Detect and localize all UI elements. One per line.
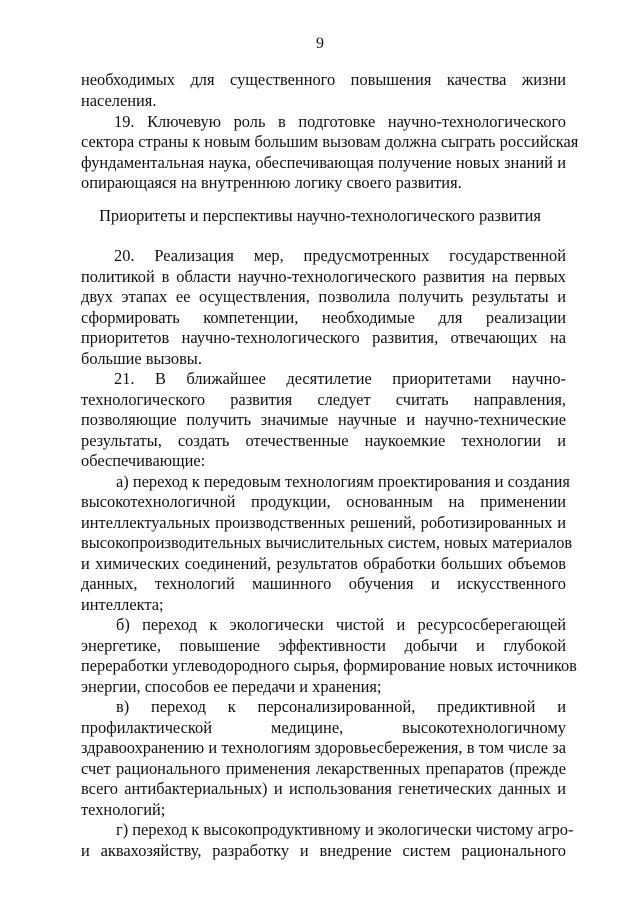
text-line: энергии, способов ее передачи и хранения; [81,677,382,696]
text-line: большие вызовы. [81,349,202,368]
section-heading: Приоритеты и перспективы научно-технологического развития [99,206,541,225]
text-line: энергетике, повышение эффективности добычи и глубокой [81,636,566,655]
text-line: сектора страны к новым большим вызовам должна сыграть российская [81,132,579,151]
text-line: сформировать компетенции, необходимые для реализации [81,308,566,327]
text-line: переработки углеводородного сырья, формирование новых источников [81,656,577,675]
text-line: здравоохранению и технологиям здоровьесбережения, в том числе за [81,738,566,757]
text-line: приоритетов научно-технологического развития, отвечающих на [81,328,566,347]
text-line: фундаментальная наука, обеспечивающая получение новых знаний и [81,153,566,172]
text-line: позволяющие получить значимые научные и научно-технические [81,410,566,429]
text-line: технологий; [81,800,166,819]
text-line: необходимых для существенного повышения качества жизни [81,70,566,89]
text-line: интеллекта; [81,595,164,614]
text-line: высокотехнологичной продукции, основанным на применении [81,492,566,511]
text-line: и аквахозяйству, разработку и внедрение систем рационального [81,841,566,860]
text-line: обеспечивающие: [81,451,206,470]
text-line: 21. В ближайшее десятилетие приоритетами научно- [114,369,566,388]
text-line: интеллектуальных производственных решений, роботизированных и [81,513,566,532]
text-line: результаты, создать отечественные наукоемкие технологии и [81,431,566,450]
text-line: профилактической медицине, высокотехнологичному [81,718,566,737]
text-line: и химических соединений, результатов обработки больших объемов [81,554,566,573]
text-line: г) переход к высокопродуктивному и экологически чистому агро- [116,820,574,839]
text-line: а) переход к передовым технологиям проектирования и создания [116,472,570,491]
text-line: данных, технологий машинного обучения и искусственного [81,574,566,593]
text-line: 20. Реализация мер, предусмотренных государственной [114,246,566,265]
text-line: населения. [81,91,157,110]
text-line: всего антибактериальных) и использования генетических данных и [81,779,566,798]
text-line: в) переход к персонализированной, предиктивной и [116,697,566,716]
text-line: 19. Ключевую роль в подготовке научно-технологического [114,112,566,131]
text-line: двух этапах ее осуществления, позволила получить результаты и [81,287,566,306]
text-line: высокопроизводительных вычислительных систем, новых материалов [81,533,573,552]
text-line: опирающаяся на внутреннюю логику своего развития. [81,173,462,192]
page-number: 9 [316,35,324,52]
text-line: технологического развития следует считать направления, [81,390,566,409]
text-line: счет рационального применения лекарственных препаратов (прежде [81,759,566,778]
text-line: б) переход к экологически чистой и ресурсосберегающей [116,615,566,634]
text-line: политикой в области научно-технологического развития на первых [81,267,566,286]
